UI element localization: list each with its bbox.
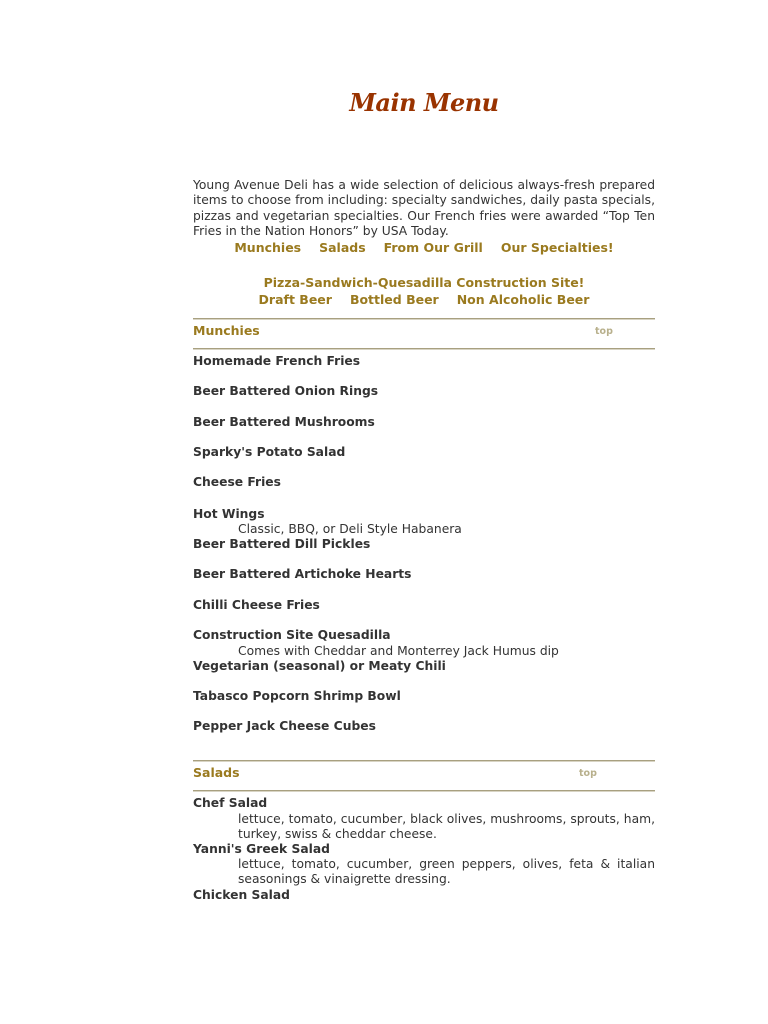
menu-item: Pepper Jack Cheese Cubes (193, 719, 376, 733)
menu-item: Chicken Salad (193, 888, 290, 902)
menu-item: Chilli Cheese Fries (193, 598, 320, 612)
nav-link-draft-beer[interactable]: Draft Beer (258, 292, 332, 307)
nav-link-from-our-grill[interactable]: From Our Grill (383, 240, 483, 255)
menu-item-description: Classic, BBQ, or Deli Style Habanera (238, 522, 462, 536)
section-divider (193, 318, 655, 320)
nav-link-munchies[interactable]: Munchies (234, 240, 302, 255)
nav-row-construction (193, 275, 655, 290)
menu-item: Vegetarian (seasonal) or Meaty Chili (193, 659, 446, 673)
nav-row-beer (193, 292, 655, 307)
top-link[interactable]: top (595, 326, 613, 337)
nav-link-salads[interactable]: Salads (319, 240, 366, 255)
intro-paragraph: Young Avenue Deli has a wide selection of delicious always-fresh prepared items to choose from including: specialty sandwiches, daily pasta specials, pizzas and vegetarian specialties. Our French fries were awarded “Top Ten Fries in the Nation Honors” by USA Today. (193, 178, 655, 238)
nav-link-our-specialties[interactable]: Our Specialties! (500, 240, 614, 255)
section-title-munchies: Munchies (193, 323, 260, 338)
page-title: Main Menu (349, 88, 499, 117)
menu-item: Beer Battered Mushrooms (193, 415, 375, 429)
menu-item: Sparky's Potato Salad (193, 445, 346, 459)
nav-row-sections (193, 240, 655, 255)
section-header-munchies (193, 323, 655, 338)
menu-item: Beer Battered Onion Rings (193, 384, 379, 398)
menu-item: Beer Battered Dill Pickles (193, 537, 371, 551)
menu-item-description: lettuce, tomato, cucumber, green peppers, olives, feta & italian seasonings & vinaigrette dressing. (238, 857, 655, 887)
top-link[interactable]: top (579, 768, 597, 779)
menu-item: Homemade French Fries (193, 354, 361, 368)
nav-link-non-alcoholic-beer[interactable]: Non Alcoholic Beer (456, 292, 590, 307)
section-header-salads (193, 765, 655, 780)
menu-item: Construction Site Quesadilla (193, 628, 391, 642)
menu-item: Hot Wings (193, 507, 265, 521)
section-divider (193, 790, 655, 792)
menu-item: Beer Battered Artichoke Hearts (193, 567, 412, 581)
menu-item: Cheese Fries (193, 475, 281, 489)
menu-item: Tabasco Popcorn Shrimp Bowl (193, 689, 401, 703)
menu-item: Yanni's Greek Salad (193, 842, 330, 856)
section-title-salads: Salads (193, 765, 240, 780)
section-divider (193, 760, 655, 762)
section-divider (193, 348, 655, 350)
nav-link-construction-site[interactable]: Pizza-Sandwich-Quesadilla Construction Site! (263, 275, 585, 290)
menu-item: Chef Salad (193, 796, 268, 810)
menu-item-description: lettuce, tomato, cucumber, black olives, mushrooms, sprouts, ham, turkey, swiss & cheddar cheese. (238, 812, 655, 842)
nav-link-bottled-beer[interactable]: Bottled Beer (349, 292, 439, 307)
menu-item-description: Comes with Cheddar and Monterrey Jack Humus dip (238, 644, 559, 658)
